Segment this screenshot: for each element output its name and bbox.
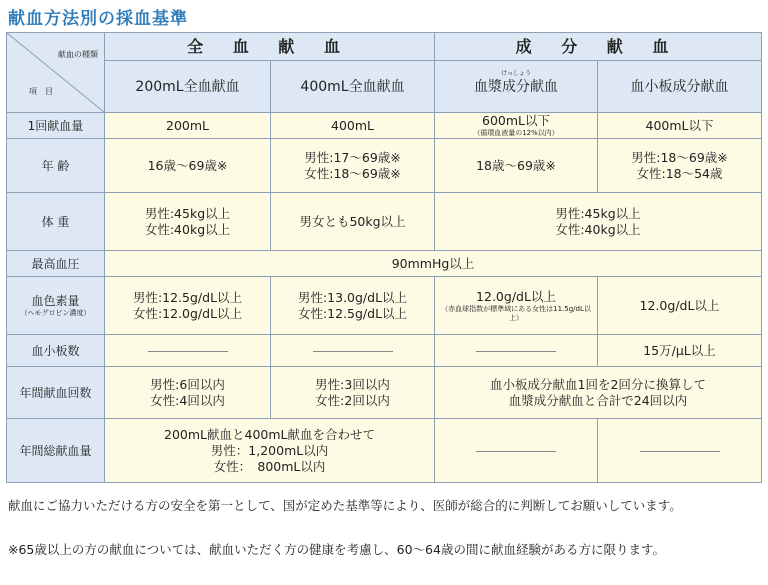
- footnote-safety: 献血にご協力いただける方の安全を第一として、国が定めた基準等により、医師が総合的に判断してお願いしています。: [8, 498, 682, 513]
- col-plasma-label: 血漿成分献血: [474, 78, 558, 95]
- row-label-bp: 最高血圧: [7, 251, 105, 277]
- annual-count-400-male: 男性:3回以内: [315, 376, 390, 392]
- platelets-platelet: 15万/μL以上: [598, 335, 762, 367]
- component-header: 成 分 献 血: [435, 33, 762, 61]
- row-label-volume: 1回献血量: [7, 113, 105, 139]
- weight-component-female: 女性:40kg以上: [555, 221, 641, 237]
- platelets-plasma: [435, 335, 598, 367]
- annual-total-plasma: [435, 419, 598, 483]
- col-platelet-header: 血小板成分献血: [598, 61, 762, 113]
- hb-200-female: 女性:12.0g/dL以上: [132, 305, 243, 321]
- corner-top-label: 献血の種類: [58, 50, 98, 59]
- volume-400: 400mL: [271, 113, 435, 139]
- annual-count-200-female: 女性:4回以内: [150, 392, 225, 408]
- annual-count-component-l2: 血漿成分献血と合計で24回以内: [508, 392, 688, 408]
- hb-plasma-note: （赤血球指数が標準域にある女性は11.5g/dL以上）: [441, 304, 591, 322]
- plasma-ruby: けっしょう: [500, 69, 531, 77]
- hb-plasma: [435, 277, 598, 335]
- row-label-annual-count: 年間献血回数: [7, 367, 105, 419]
- age-400-female: 女性:18～69歳※: [304, 165, 401, 181]
- col-plasma-header: [435, 61, 598, 113]
- annual-total-platelet: [598, 419, 762, 483]
- hb-200: [105, 277, 271, 335]
- row-label-age: 年 齢: [7, 139, 105, 193]
- annual-total-whole-l1: 200mL献血と400mL献血を合わせて: [164, 426, 375, 442]
- row-label-annual-total: 年間総献血量: [7, 419, 105, 483]
- annual-total-whole-l2: 男性：1,200mL以内: [210, 442, 329, 458]
- hb-label-sub: （ヘモグロビン濃度）: [20, 309, 91, 317]
- col-400-header: 400mL全血献血: [271, 61, 435, 113]
- row-label-weight: 体 重: [7, 193, 105, 251]
- age-platelet-female: 女性:18～54歳: [636, 165, 723, 181]
- weight-component: [435, 193, 762, 251]
- volume-plasma-value: 600mL以下: [482, 113, 550, 128]
- weight-400: 男女とも50kg以上: [271, 193, 435, 251]
- bp-all: 90mmHg以上: [105, 251, 762, 277]
- blood-criteria-table: [6, 32, 762, 483]
- annual-count-component: [435, 367, 762, 419]
- weight-200: [105, 193, 271, 251]
- hb-label: 血色素量: [31, 294, 80, 308]
- row-label-platelets: 血小板数: [7, 335, 105, 367]
- volume-200: 200mL: [105, 113, 271, 139]
- hb-platelet: 12.0g/dL以上: [598, 277, 762, 335]
- page-title: 献血方法別の採血基準: [8, 9, 188, 29]
- volume-plasma: [435, 113, 598, 139]
- weight-200-female: 女性:40kg以上: [144, 221, 231, 237]
- annual-count-component-l1: 血小板成分献血1回を2回分に換算して: [490, 376, 706, 392]
- hb-400: [271, 277, 435, 335]
- hb-400-male: 男性:13.0g/dL以上: [297, 289, 408, 305]
- age-platelet: [598, 139, 762, 193]
- annual-count-200: [105, 367, 271, 419]
- age-400: [271, 139, 435, 193]
- hb-plasma-value: 12.0g/dL以上: [476, 288, 556, 304]
- annual-count-400-female: 女性:2回以内: [315, 392, 390, 408]
- annual-total-whole: [105, 419, 435, 483]
- age-200: 16歳～69歳※: [105, 139, 271, 193]
- col-200-header: 200mL全血献血: [105, 61, 271, 113]
- volume-platelet: 400mL以下: [598, 113, 762, 139]
- weight-200-male: 男性:45kg以上: [144, 205, 231, 221]
- annual-count-400: [271, 367, 435, 419]
- age-400-male: 男性:17～69歳※: [304, 149, 401, 165]
- annual-total-whole-l3: 女性： 800mL以内: [213, 458, 326, 474]
- platelets-400: [271, 335, 435, 367]
- row-label-hb: [7, 277, 105, 335]
- hb-400-female: 女性:12.5g/dL以上: [297, 305, 408, 321]
- hb-200-male: 男性:12.5g/dL以上: [132, 289, 243, 305]
- annual-count-200-male: 男性:6回以内: [150, 376, 225, 392]
- footnote-age: ※65歳以上の方の献血については、献血いただく方の健康を考慮し、60～64歳の間に献血経験がある方に限ります。: [8, 542, 665, 557]
- corner-header: [7, 33, 105, 113]
- volume-plasma-note: （循環血液量の12%以内）: [473, 129, 559, 137]
- age-plasma: 18歳～69歳※: [435, 139, 598, 193]
- age-platelet-male: 男性:18～69歳※: [631, 149, 728, 165]
- corner-bottom-label: 項 目: [29, 87, 53, 96]
- whole-blood-header: 全 血 献 血: [105, 33, 435, 61]
- weight-component-male: 男性:45kg以上: [555, 205, 641, 221]
- platelets-200: [105, 335, 271, 367]
